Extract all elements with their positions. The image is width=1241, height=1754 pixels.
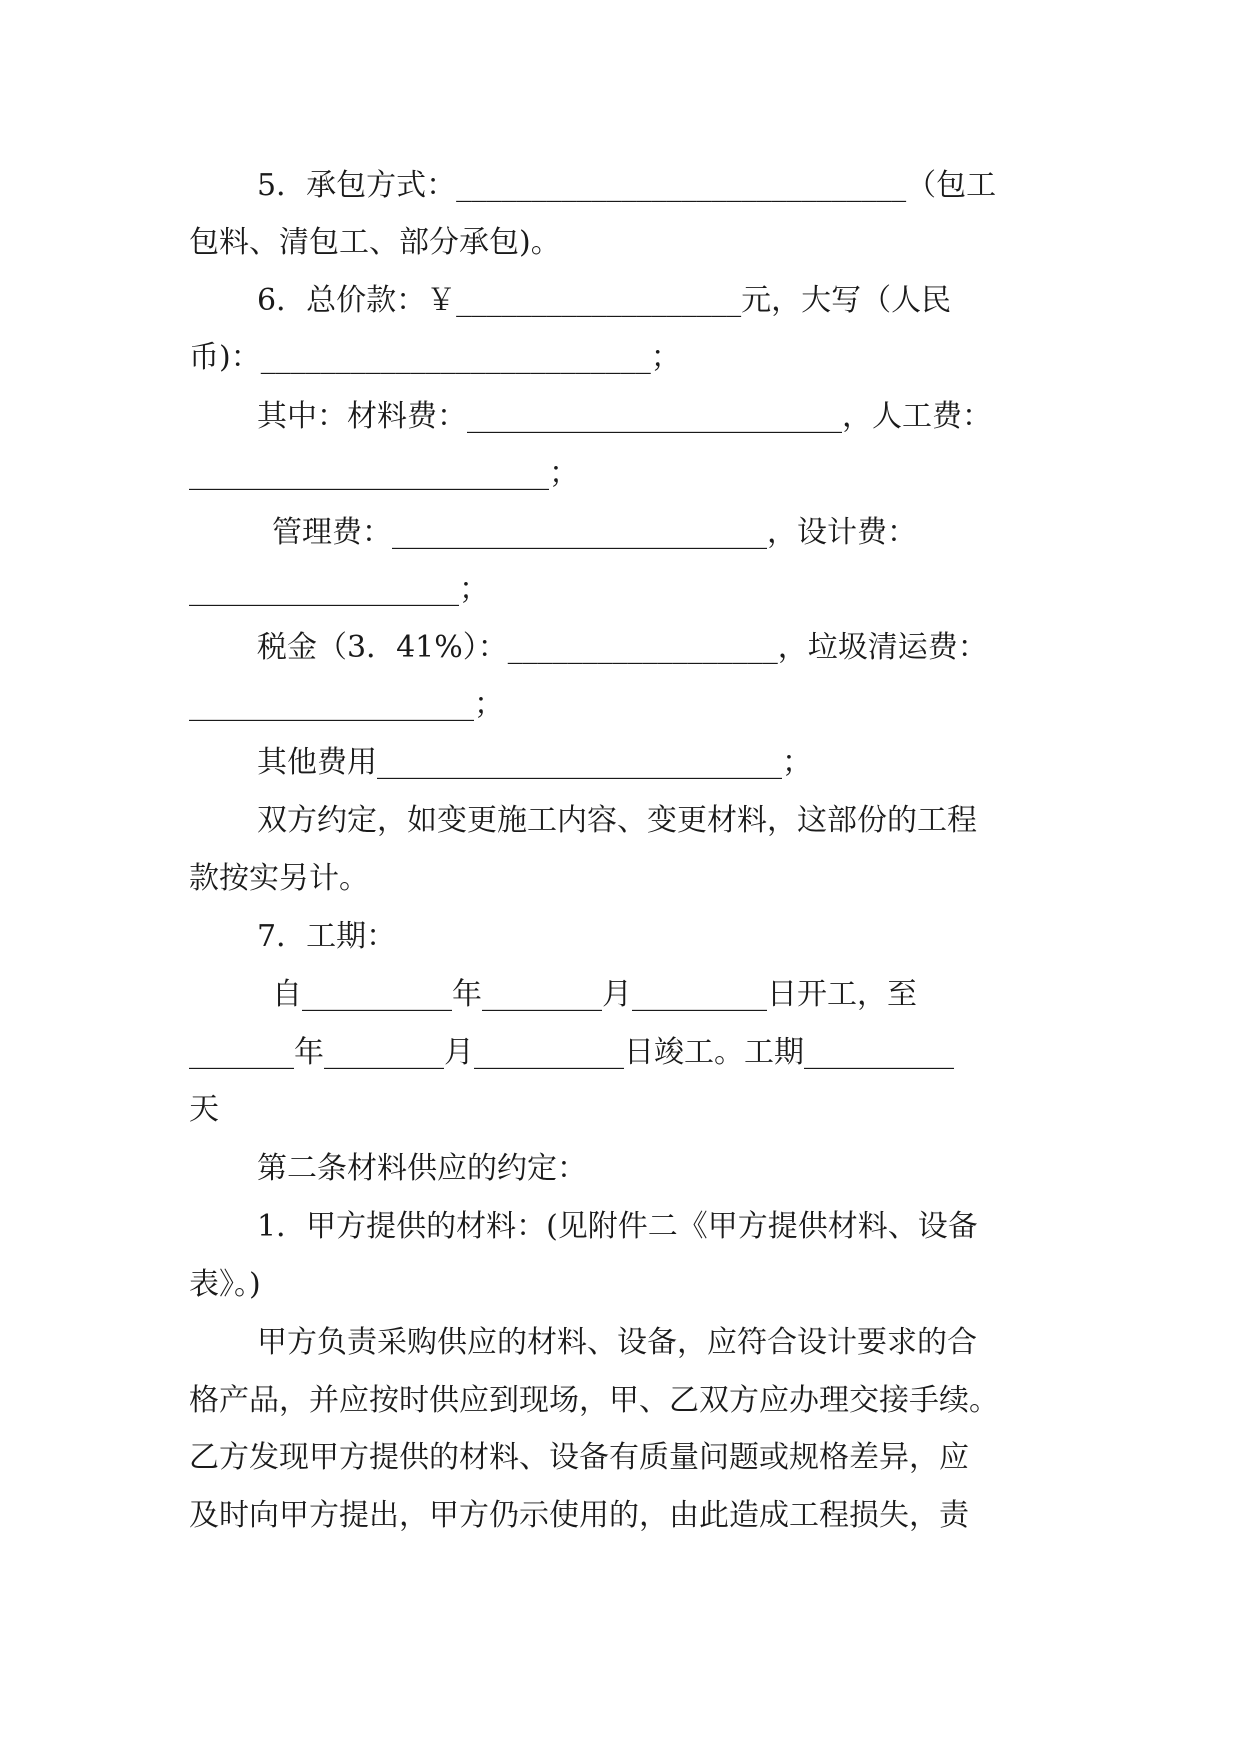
clause-contract-method: 5．承包方式：______________________________（包工 xyxy=(257,168,997,203)
paragraph-procurement-cont2: 乙方发现甲方提供的材料、设备有质量问题或规格差异，应 xyxy=(189,1440,969,1475)
paragraph-procurement: 甲方负责采购供应的材料、设备，应符合设计要求的合 xyxy=(257,1325,977,1360)
clause-start-date: 自__________年________月_________日开工，至 xyxy=(272,977,917,1012)
clause-material-labor-fee: 其中：材料费：_________________________，人工费： xyxy=(257,399,992,434)
clause-total-price-cont: 币)：__________________________； xyxy=(189,340,681,375)
clause-total-price: 6．总价款：￥___________________元，大写（人民 xyxy=(257,283,952,318)
clause-completion-date: _______年________月__________日竣工。工期__________ xyxy=(189,1035,954,1070)
clause-change-agreement-cont: 款按实另计。 xyxy=(189,861,369,896)
clause-contract-method-cont: 包料、清包工、部分承包)。 xyxy=(189,225,561,260)
paragraph-procurement-cont1: 格产品，并应按时供应到现场，甲、乙双方应办理交接手续。 xyxy=(189,1383,999,1418)
clause-labor-fee-blank: ________________________； xyxy=(189,456,579,491)
clause-management-design-fee: 管理费：_________________________，设计费： xyxy=(272,515,917,550)
clause-duration-days: 天 xyxy=(189,1092,219,1127)
article-two-heading: 第二条材料供应的约定： xyxy=(257,1151,587,1186)
clause-other-fees: 其他费用___________________________； xyxy=(257,745,812,780)
clause-party-a-materials: 1．甲方提供的材料：(见附件二《甲方提供材料、设备 xyxy=(257,1209,978,1244)
clause-party-a-materials-cont: 表》。) xyxy=(189,1267,261,1302)
clause-change-agreement: 双方约定，如变更施工内容、变更材料，这部份的工程 xyxy=(257,803,977,838)
clause-garbage-fee-blank: ___________________； xyxy=(189,687,504,722)
paragraph-procurement-cont3: 及时向甲方提出，甲方仍示使用的，由此造成工程损失，责 xyxy=(189,1498,969,1533)
clause-duration-heading: 7．工期： xyxy=(257,919,397,954)
clause-tax-garbage-fee: 税金（3．41%）：__________________，垃圾清运费： xyxy=(257,630,988,665)
clause-design-fee-blank: __________________； xyxy=(189,572,489,607)
